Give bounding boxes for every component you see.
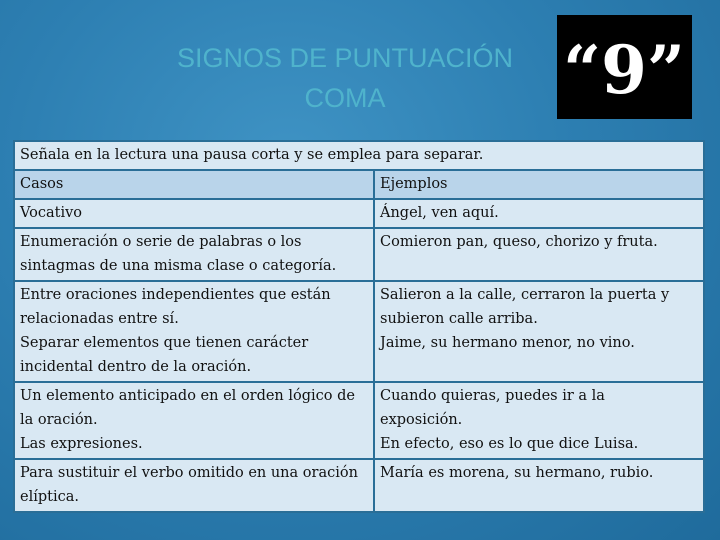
ejemplo-line: Ángel, ven aquí. xyxy=(380,205,499,221)
caso-line: Entre oraciones independientes que están xyxy=(20,287,331,303)
caso-line: Separar elementos que tienen carácter xyxy=(20,335,309,351)
table-row xyxy=(14,459,704,512)
caso-cell xyxy=(14,199,374,228)
caso-cell xyxy=(14,459,374,512)
header-ejemplos: Ejemplos xyxy=(374,170,704,199)
caso-cell xyxy=(14,382,374,459)
caso-line: Las expresiones. xyxy=(20,436,143,452)
caso-line: elíptica. xyxy=(20,489,79,505)
ejemplo-line: exposición. xyxy=(380,412,463,428)
caso-cell xyxy=(14,228,374,281)
table-row xyxy=(14,281,704,382)
ejemplo-line: En efecto, eso es lo que dice Luisa. xyxy=(380,436,639,452)
comma-quote-icon xyxy=(557,15,692,119)
logo-symbol: “9” xyxy=(563,31,685,109)
caso-line: Vocativo xyxy=(20,205,83,221)
table-row xyxy=(14,382,704,459)
caso-line: Un elemento anticipado en el orden lógico de xyxy=(20,388,355,404)
ejemplo-cell xyxy=(374,382,704,459)
ejemplo-line: María es morena, su hermano, rubio. xyxy=(380,465,654,481)
caso-cell xyxy=(14,281,374,382)
ejemplo-line: subieron calle arriba. xyxy=(380,311,538,327)
ejemplo-cell xyxy=(374,199,704,228)
ejemplo-line: Jaime, su hermano menor, no vino. xyxy=(380,335,635,351)
caso-line: la oración. xyxy=(20,412,98,428)
ejemplo-cell xyxy=(374,281,704,382)
table-intro: Señala en la lectura una pausa corta y se emplea para separar. xyxy=(14,141,704,170)
page-title xyxy=(120,38,570,118)
caso-line: sintagmas de una misma clase o categoría. xyxy=(20,258,337,274)
table-row xyxy=(14,199,704,228)
caso-line: relacionadas entre sí. xyxy=(20,311,179,327)
caso-line: incidental dentro de la oración. xyxy=(20,359,252,375)
caso-line: Para sustituir el verbo omitido en una oración xyxy=(20,465,358,481)
header-casos: Casos xyxy=(14,170,374,199)
title-line-2: COMA xyxy=(304,83,386,113)
title-line-1: SIGNOS DE PUNTUACIÓN xyxy=(176,43,514,73)
ejemplo-line: Comieron pan, queso, chorizo y fruta. xyxy=(380,234,658,250)
caso-line: Enumeración o serie de palabras o los xyxy=(20,234,302,250)
comma-uses-table xyxy=(13,140,705,513)
ejemplo-cell xyxy=(374,459,704,512)
ejemplo-line: Cuando quieras, puedes ir a la xyxy=(380,388,605,404)
table-row xyxy=(14,228,704,281)
ejemplo-cell xyxy=(374,228,704,281)
ejemplo-line: Salieron a la calle, cerraron la puerta y xyxy=(380,287,670,303)
